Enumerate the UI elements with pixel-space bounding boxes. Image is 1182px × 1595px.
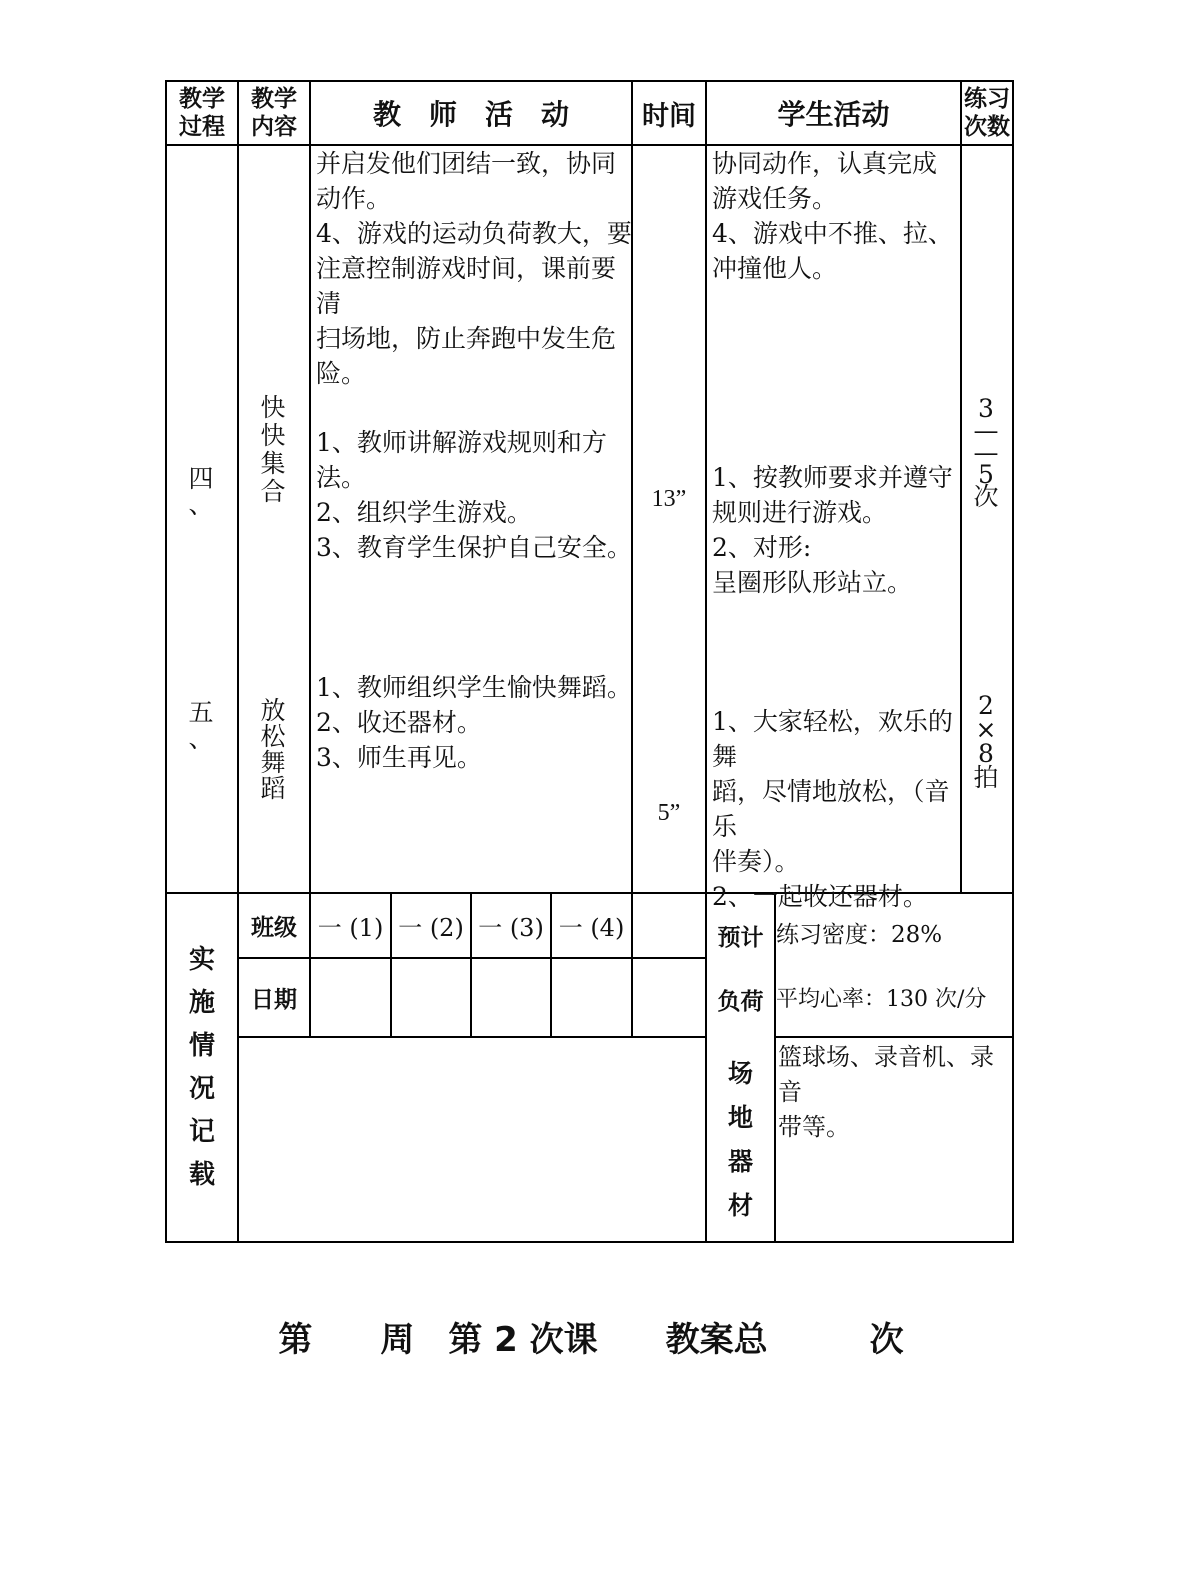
header-content: 教学 内容 bbox=[251, 86, 297, 140]
row5-process: 五 、 bbox=[188, 698, 214, 753]
header-reps: 练习 次数 bbox=[964, 86, 1010, 140]
teacher-continuation: 并启发他们团结一致，协同 动作。 4、游戏的运动负荷教大，要 注意控制游戏时间，课前要清 扫场地，防止奔跑中发生危险。 bbox=[316, 149, 632, 388]
venue-label: 场 地 器 材 bbox=[727, 1058, 753, 1220]
record-label: 实 施 情 况 记 载 bbox=[188, 944, 215, 1190]
heart-rate-value: 平均心率：130 次/分 bbox=[776, 987, 987, 1012]
header-student-activity: 学生活动 bbox=[777, 98, 890, 131]
class-4: 一 (4) bbox=[558, 914, 625, 942]
class-3: 一 (3) bbox=[478, 914, 544, 942]
row4-process: 四 、 bbox=[188, 464, 214, 519]
load-label-1: 预计 bbox=[717, 924, 764, 951]
row4-content: 快 快 集 合 bbox=[260, 393, 286, 506]
density-value: 练习密度：28% bbox=[776, 922, 943, 948]
row5-content: 放 松 舞 蹈 bbox=[260, 696, 286, 803]
row5-time: 5” bbox=[657, 800, 681, 826]
row4-teacher-activity: 1、教师讲解游戏规则和方法。 2、组织学生游戏。 3、教育学生保护自己安全。 bbox=[316, 428, 632, 562]
row5-student-activity: 1、大家轻松，欢乐的舞 蹈，尽情地放松，（音乐 伴奏）。 2、一起收还器材。 bbox=[712, 707, 953, 911]
class-label: 班级 bbox=[251, 915, 297, 941]
row5-teacher-activity: 1、教师组织学生愉快舞蹈。 2、收还器材。 3、师生再见。 bbox=[316, 673, 632, 772]
row4-time: 13” bbox=[651, 486, 687, 512]
header-time: 时间 bbox=[642, 100, 696, 132]
row5-reps: 2 × 8 拍 bbox=[973, 691, 999, 792]
load-label-2: 负荷 bbox=[717, 988, 764, 1015]
class-2: 一 (2) bbox=[398, 914, 464, 942]
venue-value: 篮球场、录音机、录音 带等。 bbox=[778, 1043, 994, 1141]
row4-reps: 3 — — 5 次 bbox=[973, 394, 999, 511]
header-teacher-activity: 教 师 活 动 bbox=[372, 98, 569, 131]
class-1: 一 (1) bbox=[317, 914, 384, 942]
lesson-plan-title: 第 周 第 2 次课 教案总 次 bbox=[278, 1320, 904, 1360]
student-continuation: 协同动作，认真完成 游戏任务。 4、游戏中不推、拉、 冲撞他人。 bbox=[712, 149, 953, 283]
date-label: 日期 bbox=[251, 987, 297, 1013]
row4-student-activity: 1、按教师要求并遵守 规则进行游戏。 2、对形: 呈圈形队形站立。 bbox=[712, 463, 953, 597]
header-process: 教学 过程 bbox=[179, 86, 225, 140]
